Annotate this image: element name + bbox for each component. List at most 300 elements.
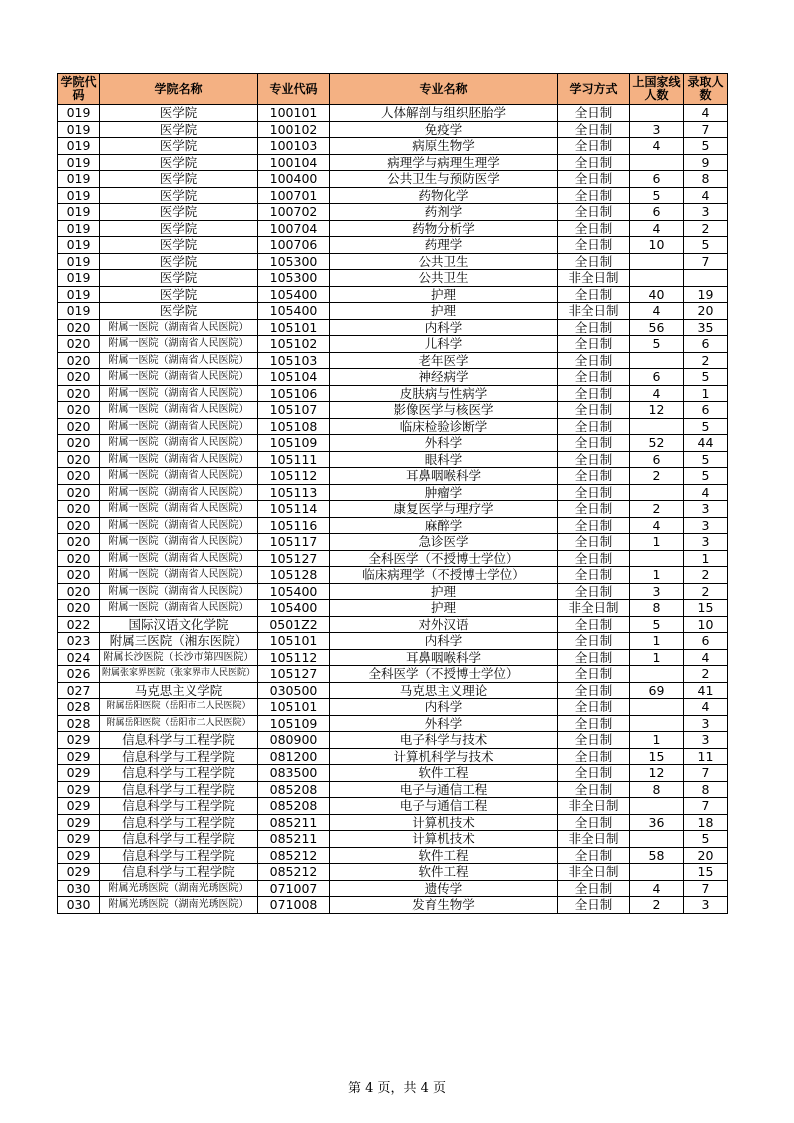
major-code: 100103 (258, 138, 330, 155)
major-name: 发育生物学 (330, 897, 558, 914)
college-code: 029 (58, 814, 100, 831)
table-row (58, 171, 728, 188)
admitted-count: 9 (684, 154, 728, 171)
college-code: 019 (58, 138, 100, 155)
national-line-count: 40 (630, 286, 684, 303)
college-code: 020 (58, 468, 100, 485)
college-name: 附属长沙医院（长沙市第四医院） (100, 649, 258, 666)
college-name: 医学院 (100, 253, 258, 270)
study-mode: 全日制 (558, 237, 630, 254)
college-name: 附属张家界医院（张家界市人民医院） (100, 666, 258, 683)
major-name: 全科医学（不授博士学位） (330, 550, 558, 567)
college-code: 020 (58, 517, 100, 534)
college-name: 信息科学与工程学院 (100, 831, 258, 848)
admitted-count: 4 (684, 187, 728, 204)
header-national-line: 上国家线人数 (630, 74, 684, 105)
national-line-count: 5 (630, 616, 684, 633)
college-code: 020 (58, 402, 100, 419)
college-name: 信息科学与工程学院 (100, 732, 258, 749)
admitted-count: 3 (684, 204, 728, 221)
college-code: 026 (58, 666, 100, 683)
major-name: 药剂学 (330, 204, 558, 221)
college-name: 附属一医院（湖南省人民医院） (100, 484, 258, 501)
major-name: 护理 (330, 303, 558, 320)
national-line-count: 12 (630, 402, 684, 419)
college-name: 附属一医院（湖南省人民医院） (100, 567, 258, 584)
college-code: 029 (58, 781, 100, 798)
college-code: 020 (58, 435, 100, 452)
national-line-count: 1 (630, 534, 684, 551)
college-code: 019 (58, 237, 100, 254)
national-line-count: 3 (630, 583, 684, 600)
major-name: 计算机科学与技术 (330, 748, 558, 765)
admitted-count: 5 (684, 831, 728, 848)
major-code: 105101 (258, 633, 330, 650)
admitted-count: 10 (684, 616, 728, 633)
study-mode: 全日制 (558, 319, 630, 336)
study-mode: 全日制 (558, 435, 630, 452)
major-name: 内科学 (330, 633, 558, 650)
admitted-count: 4 (684, 484, 728, 501)
national-line-count: 3 (630, 121, 684, 138)
national-line-count: 56 (630, 319, 684, 336)
college-name: 医学院 (100, 187, 258, 204)
college-code: 029 (58, 864, 100, 881)
major-name: 临床检验诊断学 (330, 418, 558, 435)
college-name: 马克思主义学院 (100, 682, 258, 699)
study-mode: 非全日制 (558, 270, 630, 287)
major-name: 耳鼻咽喉科学 (330, 649, 558, 666)
major-name: 药理学 (330, 237, 558, 254)
table-row (58, 633, 728, 650)
study-mode: 全日制 (558, 517, 630, 534)
major-name: 马克思主义理论 (330, 682, 558, 699)
college-name: 附属一医院（湖南省人民医院） (100, 369, 258, 386)
major-code: 080900 (258, 732, 330, 749)
major-code: 105116 (258, 517, 330, 534)
college-code: 030 (58, 880, 100, 897)
table-row (58, 616, 728, 633)
college-code: 019 (58, 303, 100, 320)
admitted-count: 8 (684, 171, 728, 188)
college-name: 附属光琇医院（湖南光琇医院） (100, 880, 258, 897)
college-code: 029 (58, 831, 100, 848)
table-row (58, 682, 728, 699)
admitted-count: 1 (684, 550, 728, 567)
college-code: 020 (58, 385, 100, 402)
major-name: 药物分析学 (330, 220, 558, 237)
national-line-count (630, 550, 684, 567)
admitted-count: 3 (684, 534, 728, 551)
table-row (58, 814, 728, 831)
admitted-count: 2 (684, 666, 728, 683)
table-row (58, 600, 728, 617)
table-row (58, 418, 728, 435)
table-row (58, 369, 728, 386)
study-mode: 全日制 (558, 897, 630, 914)
major-name: 电子与通信工程 (330, 798, 558, 815)
college-code: 029 (58, 748, 100, 765)
study-mode: 全日制 (558, 765, 630, 782)
study-mode: 全日制 (558, 633, 630, 650)
college-code: 019 (58, 204, 100, 221)
major-code: 105112 (258, 468, 330, 485)
major-name: 全科医学（不授博士学位） (330, 666, 558, 683)
major-name: 病原生物学 (330, 138, 558, 155)
table-row (58, 798, 728, 815)
college-code: 019 (58, 121, 100, 138)
national-line-count: 1 (630, 649, 684, 666)
college-code: 020 (58, 567, 100, 584)
study-mode: 全日制 (558, 253, 630, 270)
college-code: 020 (58, 336, 100, 353)
college-name: 医学院 (100, 270, 258, 287)
national-line-count: 10 (630, 237, 684, 254)
admitted-count: 4 (684, 649, 728, 666)
table-row (58, 583, 728, 600)
college-code: 023 (58, 633, 100, 650)
college-code: 020 (58, 484, 100, 501)
table-row (58, 484, 728, 501)
college-name: 附属一医院（湖南省人民医院） (100, 385, 258, 402)
college-code: 020 (58, 550, 100, 567)
major-name: 内科学 (330, 699, 558, 716)
major-code: 085211 (258, 814, 330, 831)
major-name: 眼科学 (330, 451, 558, 468)
national-line-count (630, 270, 684, 287)
table-row (58, 204, 728, 221)
major-code: 105400 (258, 600, 330, 617)
admitted-count: 6 (684, 633, 728, 650)
study-mode: 全日制 (558, 748, 630, 765)
major-name: 遗传学 (330, 880, 558, 897)
study-mode: 全日制 (558, 534, 630, 551)
table-row (58, 270, 728, 287)
college-name: 医学院 (100, 138, 258, 155)
major-code: 105117 (258, 534, 330, 551)
major-code: 083500 (258, 765, 330, 782)
college-name: 医学院 (100, 220, 258, 237)
study-mode: 非全日制 (558, 303, 630, 320)
table-row (58, 880, 728, 897)
major-name: 护理 (330, 286, 558, 303)
study-mode: 非全日制 (558, 864, 630, 881)
national-line-count: 4 (630, 138, 684, 155)
table-row (58, 468, 728, 485)
national-line-count: 6 (630, 171, 684, 188)
national-line-count: 4 (630, 303, 684, 320)
college-code: 028 (58, 715, 100, 732)
major-name: 耳鼻咽喉科学 (330, 468, 558, 485)
admitted-count: 2 (684, 567, 728, 584)
table-row (58, 451, 728, 468)
major-name: 公共卫生与预防医学 (330, 171, 558, 188)
major-code: 105111 (258, 451, 330, 468)
table-body (58, 105, 728, 914)
major-code: 105400 (258, 286, 330, 303)
study-mode: 全日制 (558, 567, 630, 584)
major-name: 护理 (330, 600, 558, 617)
admitted-count: 2 (684, 352, 728, 369)
college-code: 028 (58, 699, 100, 716)
table-row (58, 765, 728, 782)
study-mode: 全日制 (558, 154, 630, 171)
study-mode: 全日制 (558, 451, 630, 468)
national-line-count: 36 (630, 814, 684, 831)
national-line-count: 8 (630, 781, 684, 798)
admitted-count: 3 (684, 732, 728, 749)
admitted-count: 5 (684, 468, 728, 485)
national-line-count: 6 (630, 369, 684, 386)
table-row (58, 187, 728, 204)
college-name: 附属一医院（湖南省人民医院） (100, 352, 258, 369)
table-row (58, 352, 728, 369)
admitted-count: 18 (684, 814, 728, 831)
college-code: 020 (58, 600, 100, 617)
major-name: 公共卫生 (330, 270, 558, 287)
national-line-count: 1 (630, 567, 684, 584)
study-mode: 全日制 (558, 732, 630, 749)
college-code: 019 (58, 220, 100, 237)
study-mode: 全日制 (558, 468, 630, 485)
national-line-count: 52 (630, 435, 684, 452)
major-name: 公共卫生 (330, 253, 558, 270)
college-name: 国际汉语文化学院 (100, 616, 258, 633)
college-code: 020 (58, 369, 100, 386)
table-row (58, 385, 728, 402)
major-name: 内科学 (330, 319, 558, 336)
admitted-count: 6 (684, 336, 728, 353)
admitted-count: 2 (684, 583, 728, 600)
college-name: 附属一医院（湖南省人民医院） (100, 451, 258, 468)
table-row (58, 402, 728, 419)
admitted-count: 20 (684, 847, 728, 864)
major-code: 085212 (258, 847, 330, 864)
table-row (58, 286, 728, 303)
table-row (58, 105, 728, 122)
table-row (58, 501, 728, 518)
major-code: 100101 (258, 105, 330, 122)
major-code: 105400 (258, 583, 330, 600)
study-mode: 全日制 (558, 682, 630, 699)
admitted-count: 7 (684, 765, 728, 782)
table-row (58, 715, 728, 732)
study-mode: 全日制 (558, 501, 630, 518)
study-mode: 非全日制 (558, 600, 630, 617)
major-code: 105101 (258, 319, 330, 336)
national-line-count (630, 105, 684, 122)
major-code: 105400 (258, 303, 330, 320)
major-code: 105107 (258, 402, 330, 419)
study-mode: 全日制 (558, 649, 630, 666)
national-line-count (630, 154, 684, 171)
major-code: 105109 (258, 435, 330, 452)
header-college-name: 学院名称 (100, 74, 258, 105)
college-name: 医学院 (100, 204, 258, 221)
college-name: 附属岳阳医院（岳阳市二人民医院） (100, 699, 258, 716)
college-name: 医学院 (100, 286, 258, 303)
study-mode: 全日制 (558, 699, 630, 716)
college-code: 019 (58, 270, 100, 287)
college-code: 019 (58, 154, 100, 171)
major-code: 105300 (258, 270, 330, 287)
admitted-count: 1 (684, 385, 728, 402)
table-row (58, 253, 728, 270)
table-row (58, 220, 728, 237)
major-code: 085211 (258, 831, 330, 848)
study-mode: 全日制 (558, 220, 630, 237)
table-header-row (58, 74, 728, 105)
national-line-count: 4 (630, 220, 684, 237)
major-name: 软件工程 (330, 765, 558, 782)
college-name: 附属一医院（湖南省人民医院） (100, 319, 258, 336)
study-mode: 非全日制 (558, 831, 630, 848)
admitted-count: 2 (684, 220, 728, 237)
college-code: 027 (58, 682, 100, 699)
table-row (58, 336, 728, 353)
study-mode: 全日制 (558, 121, 630, 138)
major-code: 071007 (258, 880, 330, 897)
major-code: 105108 (258, 418, 330, 435)
college-name: 附属一医院（湖南省人民医院） (100, 435, 258, 452)
admitted-count: 15 (684, 864, 728, 881)
major-code: 105127 (258, 666, 330, 683)
major-code: 105106 (258, 385, 330, 402)
major-code: 071008 (258, 897, 330, 914)
admitted-count: 44 (684, 435, 728, 452)
major-name: 皮肤病与性病学 (330, 385, 558, 402)
major-name: 影像医学与核医学 (330, 402, 558, 419)
table-row (58, 699, 728, 716)
major-name: 药物化学 (330, 187, 558, 204)
major-code: 100706 (258, 237, 330, 254)
header-admitted: 录取人数 (684, 74, 728, 105)
college-name: 附属三医院（湘东医院） (100, 633, 258, 650)
college-code: 022 (58, 616, 100, 633)
study-mode: 全日制 (558, 385, 630, 402)
study-mode: 全日制 (558, 171, 630, 188)
national-line-count: 1 (630, 732, 684, 749)
national-line-count (630, 352, 684, 369)
college-code: 020 (58, 534, 100, 551)
admitted-count: 3 (684, 715, 728, 732)
admitted-count: 5 (684, 451, 728, 468)
table-row (58, 319, 728, 336)
table-row (58, 847, 728, 864)
college-name: 附属岳阳医院（岳阳市二人民医院） (100, 715, 258, 732)
table-row (58, 550, 728, 567)
admitted-count: 20 (684, 303, 728, 320)
major-code: 105112 (258, 649, 330, 666)
college-name: 附属一医院（湖南省人民医院） (100, 418, 258, 435)
major-name: 计算机技术 (330, 814, 558, 831)
major-code: 105128 (258, 567, 330, 584)
table-row (58, 534, 728, 551)
table-row (58, 517, 728, 534)
major-name: 软件工程 (330, 847, 558, 864)
college-code: 019 (58, 171, 100, 188)
study-mode: 全日制 (558, 402, 630, 419)
national-line-count: 4 (630, 385, 684, 402)
major-code: 105103 (258, 352, 330, 369)
table-row (58, 666, 728, 683)
major-name: 神经病学 (330, 369, 558, 386)
admitted-count: 35 (684, 319, 728, 336)
major-code: 105114 (258, 501, 330, 518)
major-code: 085212 (258, 864, 330, 881)
study-mode: 全日制 (558, 105, 630, 122)
major-code: 030500 (258, 682, 330, 699)
study-mode: 全日制 (558, 484, 630, 501)
college-name: 附属一医院（湖南省人民医院） (100, 534, 258, 551)
admitted-count: 7 (684, 798, 728, 815)
national-line-count: 15 (630, 748, 684, 765)
college-code: 019 (58, 286, 100, 303)
major-code: 081200 (258, 748, 330, 765)
college-name: 附属一医院（湖南省人民医院） (100, 336, 258, 353)
major-code: 105300 (258, 253, 330, 270)
study-mode: 全日制 (558, 550, 630, 567)
admitted-count: 5 (684, 138, 728, 155)
college-code: 019 (58, 187, 100, 204)
national-line-count (630, 798, 684, 815)
college-name: 信息科学与工程学院 (100, 798, 258, 815)
study-mode: 全日制 (558, 187, 630, 204)
admitted-count: 4 (684, 699, 728, 716)
college-name: 信息科学与工程学院 (100, 847, 258, 864)
table-row (58, 897, 728, 914)
major-code: 100702 (258, 204, 330, 221)
college-code: 029 (58, 765, 100, 782)
national-line-count: 5 (630, 336, 684, 353)
admitted-count: 5 (684, 237, 728, 254)
major-name: 人体解剖与组织胚胎学 (330, 105, 558, 122)
college-code: 024 (58, 649, 100, 666)
admitted-count: 3 (684, 501, 728, 518)
college-code: 029 (58, 847, 100, 864)
college-code: 020 (58, 583, 100, 600)
national-line-count: 5 (630, 187, 684, 204)
header-major-code: 专业代码 (258, 74, 330, 105)
admitted-count: 41 (684, 682, 728, 699)
college-code: 019 (58, 253, 100, 270)
national-line-count (630, 864, 684, 881)
table-row (58, 781, 728, 798)
admitted-count: 5 (684, 369, 728, 386)
national-line-count (630, 484, 684, 501)
admitted-count: 7 (684, 121, 728, 138)
college-name: 医学院 (100, 154, 258, 171)
major-name: 护理 (330, 583, 558, 600)
header-college-code: 学院代码 (58, 74, 100, 105)
admitted-count: 6 (684, 402, 728, 419)
table-row (58, 649, 728, 666)
study-mode: 全日制 (558, 336, 630, 353)
study-mode: 全日制 (558, 583, 630, 600)
admitted-count: 19 (684, 286, 728, 303)
study-mode: 全日制 (558, 880, 630, 897)
college-code: 020 (58, 418, 100, 435)
college-name: 附属一医院（湖南省人民医院） (100, 468, 258, 485)
college-code: 020 (58, 319, 100, 336)
national-line-count: 4 (630, 880, 684, 897)
table-row (58, 567, 728, 584)
national-line-count: 8 (630, 600, 684, 617)
table-row (58, 138, 728, 155)
study-mode: 全日制 (558, 814, 630, 831)
page-footer: 第 4 页，共 4 页 (347, 1081, 447, 1096)
national-line-count: 4 (630, 517, 684, 534)
